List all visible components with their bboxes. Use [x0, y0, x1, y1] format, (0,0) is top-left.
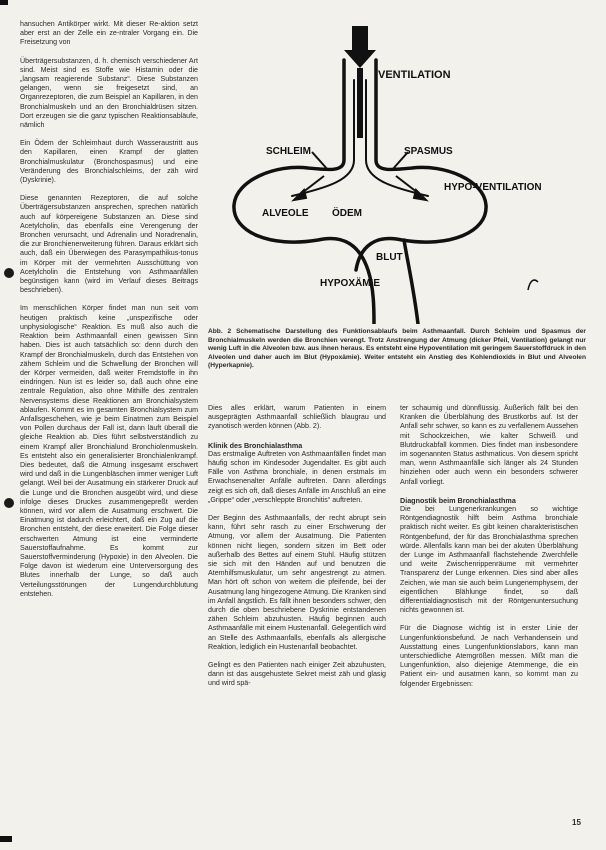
airway-diagram-svg — [208, 20, 586, 324]
paragraph: Die bei Lungenerkrankungen so wichtige Röntgendiagnostik hilft beim Asthma bronchiale praktisch nicht weiter. Es gibt keinen charakteristischen Röntgenbefund, der für das Bronchialasthma sprechen würde. Allenfalls kann man bei der akuten Überblähung der Lunge im Asthmaanfall flachstehende Zwerchfelle und weite Zwischenrippenräume mit vermehrter Transparenz der Lunge erkennen. Dies sind aber alles Zeichen, wie man sie auch beim Lungenemphysem, der eigentlichen Blählunge findet, so daß differentialdiagnostisch mit der Röntgenuntersuchung nichts gewonnen ist. — [400, 505, 578, 615]
paragraph: Für die Diagnose wichtig ist in erster Linie der Lungenfunktionsbefund. Je nach Verhandensein und Ausstattung eines Lungenfunktionslabors, kann man unterschiedliche Atemgrößen messen. Mißt man die Lungenfunktion, also diejenige Atemmenge, die ein Patient ein- und ausatmen kann, so kommt man zu folgender Ergebnissen: — [400, 624, 578, 688]
section-heading: Klinik des Bronchialasthma — [208, 440, 303, 450]
label-ventilation: VENTILATION — [378, 69, 451, 81]
flow-arrows — [294, 152, 426, 200]
page-number: 15 — [572, 818, 581, 827]
label-hypoxamie: HYPOXÄMIE — [320, 278, 381, 289]
label-hypo-ventilation: HYPO-VENTILATION — [444, 182, 542, 193]
paragraph: ter schaumig und dünnflüssig. Äußerlich fällt bei den Kranken die Überblähung des Brustkorbs auf. Ist der Anfall sehr schwer, so kann es zu verfallenem Aussehen mit Schockzeichen, wie kalter Schweiß und Blutdruckabfall kommen. Dies findet man insbesondere im sogenannten Status asthmaticus. Von diesem spricht man, wenn Asthmaanfälle sich länger als 24 Stunden hinziehen oder auch wenn ein besonders schwerer Anfall vorliegt. — [400, 404, 578, 486]
paragraph: Das erstmalige Auftreten von Asthmaanfällen findet man häufig schon im Kindesoder Jugendalter. Es gibt auch Fälle von Asthma bronchiale, in denen erstmals im Erwachsenenalter Anfälle auftreten. Dann allerdings zeigt es sich oft, daß dieses Anfälle im Anschluß an eine „Grippe“ oder „verschleppte Bronchitis“ auftreten. — [208, 449, 386, 504]
label-alveole: ALVEOLE — [262, 208, 309, 219]
right-text-column — [400, 404, 578, 824]
label-schleim: SCHLEIM — [266, 146, 311, 157]
paragraph: hansuchen Antikörper wirkt. Mit dieser Re-aktion setzt aber erst an der Zelle ein ze-ntraler Vorgang ein. Die Freisetzung von — [20, 20, 198, 47]
binding-hole — [4, 268, 14, 278]
middle-text-column — [208, 404, 386, 804]
bronchus-wall-right — [356, 60, 486, 270]
scribble-mark — [528, 280, 538, 290]
label-blut: BLUT — [376, 252, 403, 263]
binding-hole — [4, 498, 14, 508]
section-heading: Diagnostik beim Bronchialasthma — [400, 495, 516, 505]
vessel-wall — [404, 240, 418, 324]
ventilation-arrow — [344, 26, 376, 138]
paragraph: Im menschlichen Körper findet man nun seit vom heutigen praktisch keine „unspezifische oder unphysiologische“ Reaktion. Es muß also auch die Reaktion beim Asthmaanfall einen gewissen Sinn haben. Dies ist auch tatsächlich so: denn durch den Krampf der Bronchialmuskeln, durch das Entstehen von zähem Schleim und die Schwellung der Bronchen will der Körper vermeiden, daß weiter Fremdstoffe in ihn eindringen. Nun ist es leider so, daß auch ohne eine zentrale Regulation, also ohne Mithilfe des zentralen Nervensystems diese Reaktionen am Bronchialsystem ablaufen. Kommt es im gesamten Bronchialsystem zum Anfallsgeschehen, wie je beim Einatmen zum Beispiel von Pollen durchaus der Fall ist, dann läuft überall die gleiche Reaktion ab. Dies führt selbstverständlich zu einem Krampf aller Bronchialund Bronchiolenmuskeln. Es entsteht also ein generalisierter Bronchialenkrampf. Dies bedeutet, daß die Atmung insgesamt erschwert wird und daß in die Lungenbläschen immer weniger Luft gelangt. Weil bei der Ausatmung ein stärkerer Druck auf die Lunge und die Bronchen ausgeübt wird, und diese infolge dieses Druckes zusammengepreßt werden können, wird vor allem die Ausatmung erschwert. Die Einatmung ist dadurch erleichtert, daß ein Zug auf die Bronchen entsteht, der diese erweitert. Die Folge dieser erschwerten Atmung ist eine verminderte Sauerstoffaufnahme. Es kommt zur Sauerstoffverminderung (Hypoxie) in den Alveolen. Die Folge davon ist wiederum eine Unterversorgung des Blutes innerhalb der Lunge, so daß auch Verteilungsstörungen der Lungendurchblutung entstehen. — [20, 304, 198, 598]
paragraph: Ein Ödem der Schleimhaut durch Wasseraustritt aus den Kapillaren, einen Krampf der glatten Bronchialmuskulatur (Bronchospasmus) und eine Veränderung des Bronchialschleims, der zäh wird (Dyskrinie). — [20, 139, 198, 185]
scan-mark — [0, 836, 12, 842]
paragraph: Gelingt es den Patienten nach einiger Zeit abzuhusten, dann ist das ausgehustete Sekret meist zäh und glasig und wird spä- — [208, 661, 386, 688]
figure-caption: Abb. 2 Schematische Darstellung des Funktionsablaufs beim Asthmaanfall. Durch Schleim und Spasmus der Bronchialmuskeln werden die Bronchien verengt. Trotz Anstrengung der Atmung (dicker Pfeil, Ventilation) gelangt nur wenig Luft in die Alveolen bzw. aus ihnen heraus. Es entsteht eine Hypoventilation mit geringem Sauerstoffdruck in den Alveolen und daher auch im Blut (Hypoxämie). Weiter entsteht ein Anstieg des Kohlendioxids in Blut und Alveolen (Hyperkapnie). — [208, 328, 586, 370]
paragraph: Diese genannten Rezeptoren, die auf solche Überträgersubstanzen ansprechen, sprechen natürlich auch auf körpereigene Substanzen an. Diese sind Acetylcholin, das ebenfalls eine Verengerung der Bronchen verursacht, und Adrenalin und Noradrenalin, die zur Bronchienerweiterung führen. Daraus erklärt sich auch, daß ein Überwiegen des Parasympathikus-tonus im Körper mit der vermehrten Ausschüttung von Acetylcholin die Entstehung von Asthmaanfällen begünstigen kann (wird im Verlauf dieses Beitrags beschrieben). — [20, 194, 198, 295]
left-text-column — [20, 20, 198, 828]
label-odem: ÖDEM — [332, 208, 362, 219]
paragraph: Überträgersubstanzen, d. h. chemisch verschiedener Art sind. Meist sind es Stoffe wie Histamin oder die „langsam reagierende Substanz“. Diese Substanzen gelangen, wenn sie freigesetzt sind, an Organrezeptoren, die zum Beispiel an Kapillaren, in den Bronchialmuskeln und an den Bronchialdrüsen sitzen. Dort erzeugen sie die ganz typischen Reaktionsabläufe, nämlich — [20, 56, 198, 130]
airway-diagram — [208, 20, 586, 324]
scan-mark — [0, 0, 8, 5]
label-spasmus: SPASMUS — [404, 146, 453, 157]
paragraph: Der Beginn des Asthmaanfalls, der recht abrupt sein kann, führt sehr rasch zu einer Erschwerung der Atmung, vor allem der Ausatmung. Die Patienten können nicht liegen, sondern sitzen im Bett oder außerhalb des Bettes auf einem Stuhl. Häufig stützen sie sich mit den Händen auf und benutzen die Atemhilfsmuskulatur, um sehr angestrengt zu atmen. Man hört oft schon von weitem die pfeifende, bei der Ausatmung lang hingezogene Atmung. Die Kranken sind im Anfall ängstlich. Es fällt ihnen besonders schwer, den durch die oben beschriebene Dyskrinie entstandenen zähen Schleim abzuhusten. Häufig beginnen auch Asthmaanfälle mit einem Hustenanfall. Gelegentlich wird an Stelle des Asthmaanfalls, ebenfalls als allergische Reaktion, lediglich ein Hustenanfall beobachtet. — [208, 514, 386, 651]
paragraph: Dies alles erklärt, warum Patienten in einem ausgeprägten Asthmaanfall schließlich blaugrau und zyanotisch werden können (Abb. 2). — [208, 404, 386, 431]
